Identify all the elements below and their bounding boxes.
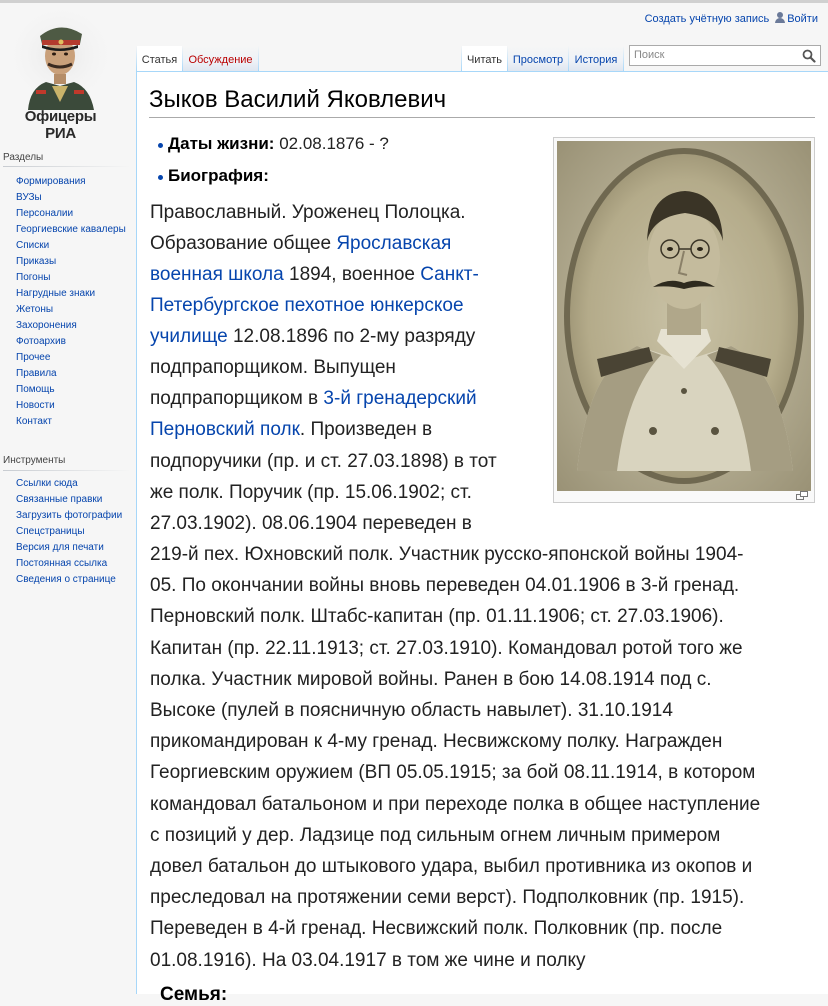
bio-line — [150, 508, 472, 539]
bio-text: Георгиевским оружием (ВП 05.05.1915; за бой 08.11.1914, в котором — [150, 762, 756, 783]
biography-item — [158, 164, 389, 196]
sidebar-link-formations[interactable]: Формирования — [16, 176, 86, 187]
bio-line — [150, 321, 475, 352]
bio-text: подпоручики (пр. и ст. 27.03.1898) в тот — [150, 451, 497, 472]
bio-line — [150, 633, 743, 664]
link-pernov-regiment[interactable]: Перновский полк — [150, 419, 300, 440]
site-logo[interactable] — [8, 10, 113, 142]
link-yaroslavl-school-cont[interactable]: военная школа — [150, 264, 284, 285]
sidebar-item[interactable] — [16, 572, 122, 588]
sidebar-item[interactable] — [16, 366, 126, 382]
bio-text: Капитан (пр. 22.11.1913; ст. 27.03.1910). Командовал ротой того же — [150, 638, 743, 659]
bio-text: полка. Участник мировой войны. Ранен в бою 14.08.1914 под с. — [150, 669, 712, 690]
bio-line — [150, 570, 739, 601]
sidebar-link-contact[interactable]: Контакт — [16, 416, 53, 427]
family-heading-partial: Семья: — [160, 984, 228, 1005]
bio-line — [150, 945, 586, 976]
bio-text: 219-й пех. Юхновский полк. Участник русско-японской войны 1904- — [150, 544, 744, 565]
bio-text: Переведен в 4-й гренад. Несвижский полк. Полковник (пр. после — [150, 918, 723, 939]
tool-link-special-pages[interactable]: Спецстраницы — [16, 526, 85, 537]
sidebar-link-orders[interactable]: Приказы — [16, 256, 57, 267]
tab-view[interactable] — [508, 46, 568, 71]
life-dates-item — [158, 132, 389, 164]
tab-article[interactable] — [137, 46, 182, 71]
portrait-photo[interactable] — [557, 141, 811, 491]
tool-link-upload-photos[interactable]: Загрузить фотографии — [16, 510, 123, 521]
sidebar-item[interactable] — [16, 254, 126, 270]
bio-line — [150, 882, 744, 913]
sidebar-item[interactable] — [16, 350, 126, 366]
sidebar-item[interactable] — [16, 206, 126, 222]
bio-line — [150, 477, 472, 508]
bio-text: . Произведен в — [299, 419, 433, 440]
bio-line — [150, 664, 711, 695]
tab-discussion-label[interactable]: Обсуждение — [188, 54, 253, 66]
sidebar-link-help[interactable]: Помощь — [16, 384, 55, 395]
bio-text: Перновский полк. Штабс-капитан (пр. 01.11.1906; ст. 27.03.1906). — [150, 606, 724, 627]
link-spb-junker-school-end[interactable]: училище — [150, 326, 228, 347]
sidebar-divider — [3, 166, 131, 167]
sidebar-item[interactable] — [16, 222, 126, 238]
tab-separator — [258, 46, 259, 71]
sidebar-link-lists[interactable]: Списки — [16, 240, 50, 251]
bio-line — [150, 383, 477, 414]
tool-link-print-version[interactable]: Версия для печати — [16, 542, 104, 553]
sidebar-item[interactable] — [16, 270, 126, 286]
sidebar-item[interactable] — [16, 174, 126, 190]
sidebar-link-shoulder-straps[interactable]: Погоны — [16, 272, 51, 283]
life-dates-label: Даты жизни: — [168, 134, 275, 153]
search-icon[interactable] — [802, 49, 816, 63]
bio-text: 27.03.1902). 08.06.1904 переведен в — [150, 513, 472, 534]
logo-text: Офицеры РИА — [24, 108, 97, 142]
sidebar-sections-list — [16, 174, 126, 430]
bio-line — [150, 414, 432, 445]
bio-text: 12.08.1896 по 2-му разряду — [227, 326, 476, 347]
sidebar-item[interactable] — [16, 382, 126, 398]
bio-line — [150, 352, 396, 383]
sidebar-link-st-george[interactable]: Георгиевские кавалеры — [16, 224, 126, 235]
login-link-wrap[interactable] — [775, 12, 818, 25]
sidebar-link-other[interactable]: Прочее — [16, 352, 51, 363]
search-placeholder: Поиск — [634, 49, 665, 61]
bio-text: же полк. Поручик (пр. 15.06.1902; ст. — [150, 482, 472, 503]
bio-line — [150, 228, 451, 259]
bio-line — [150, 757, 755, 788]
bio-text: подпрапорщиком в — [150, 388, 324, 409]
top-border — [0, 0, 828, 3]
bio-text: Православный. Уроженец Полоцка. — [150, 202, 466, 223]
bio-line — [150, 290, 464, 321]
tool-link-what-links-here[interactable]: Ссылки сюда — [16, 478, 78, 489]
bio-line — [150, 789, 760, 820]
tab-article-label[interactable]: Статья — [141, 54, 178, 66]
tab-read[interactable] — [462, 46, 507, 71]
sidebar-item[interactable] — [16, 524, 122, 540]
sidebar-tools-heading: Инструменты — [3, 455, 66, 466]
sidebar-link-photo-archive[interactable]: Фотоархив — [16, 336, 66, 347]
bio-line — [150, 446, 497, 477]
info-list — [158, 132, 389, 196]
sidebar-tools-list — [16, 476, 122, 588]
sidebar-item[interactable] — [16, 334, 126, 350]
tool-link-permanent-link[interactable]: Постоянная ссылка — [16, 558, 108, 569]
page-title: Зыков Василий Яковлевич — [149, 86, 447, 113]
bio-text: прикомандирован к 4-му гренад. Несвижскому полку. Награжден — [150, 731, 723, 752]
bio-text: довел батальон до штыкового удара, выбил противника из окопов и — [150, 856, 753, 877]
sidebar-item[interactable] — [16, 238, 126, 254]
sidebar-link-rules[interactable]: Правила — [16, 368, 57, 379]
enlarge-icon[interactable] — [796, 491, 808, 500]
bio-text: 1894, военное — [283, 264, 421, 285]
login-link[interactable]: Войти — [787, 13, 818, 25]
bio-text: Образование общее — [150, 233, 337, 254]
sidebar-item[interactable] — [16, 318, 126, 334]
personal-tools — [645, 12, 818, 25]
title-divider — [149, 117, 815, 118]
biography-label: Биография: — [168, 166, 269, 185]
life-dates-value: 02.08.1876 - ? — [274, 134, 389, 153]
sidebar-link-news[interactable]: Новости — [16, 400, 55, 411]
sidebar-link-tokens[interactable]: Жетоны — [16, 304, 54, 315]
tab-read-label[interactable]: Читать — [466, 54, 503, 66]
bio-line — [150, 539, 743, 570]
sidebar-item[interactable] — [16, 286, 126, 302]
sidebar-divider — [3, 470, 131, 471]
sidebar-link-universities[interactable]: ВУЗы — [16, 192, 42, 203]
sidebar-link-burials[interactable]: Захоронения — [16, 320, 77, 331]
sidebar-item[interactable] — [16, 556, 122, 572]
bio-line — [150, 820, 720, 851]
tab-separator — [623, 46, 624, 71]
bio-line — [150, 259, 479, 290]
sidebar-item[interactable] — [16, 492, 122, 508]
bio-line — [150, 695, 673, 726]
tab-history-label[interactable]: История — [574, 54, 618, 66]
bio-line — [150, 726, 722, 757]
user-icon — [775, 12, 785, 23]
sidebar-item[interactable] — [16, 190, 126, 206]
sidebar-item[interactable] — [16, 540, 122, 556]
bio-line — [150, 197, 466, 228]
tool-link-page-info[interactable]: Сведения о странице — [16, 574, 116, 585]
officer-portrait-logo — [8, 10, 113, 110]
bio-text: 05. По окончании войны вновь переведен 04.01.1906 в 3-й гренад. — [150, 575, 740, 596]
link-spb-junker-school-cont[interactable]: Петербургское пехотное юнкерское — [150, 295, 464, 316]
bio-text: командовал батальоном и при переходе полка в общее наступление — [150, 794, 761, 815]
bio-text: Высоке (пулей в поясничную область навылет). 31.10.1914 — [150, 700, 673, 721]
tab-discussion[interactable] — [183, 46, 258, 71]
link-yaroslavl-school[interactable]: Ярославская — [336, 233, 452, 254]
sidebar-item[interactable] — [16, 398, 126, 414]
tool-link-related-changes[interactable]: Связанные правки — [16, 494, 103, 505]
sidebar-item[interactable] — [16, 476, 122, 492]
sidebar-item[interactable] — [16, 508, 122, 524]
link-spb-junker-school[interactable]: Санкт- — [420, 264, 479, 285]
sidebar-link-badges[interactable]: Нагрудные знаки — [16, 288, 96, 299]
tab-view-label[interactable]: Просмотр — [512, 54, 564, 66]
portrait-thumbnail[interactable] — [553, 137, 815, 503]
sidebar-sections-heading: Разделы — [3, 152, 44, 163]
sidebar-item[interactable] — [16, 414, 126, 430]
create-account-link[interactable]: Создать учётную запись — [644, 12, 770, 25]
bio-line — [150, 851, 752, 882]
bio-text: с позиций у дер. Ладзице под сильным огнем личным примером — [150, 825, 721, 846]
bio-text: преследовал на протяжении семи верст). Подполковник (пр. 1915). — [150, 887, 745, 908]
bio-text: 01.08.1916). На 03.04.1917 в том же чине и полку — [150, 950, 586, 971]
tab-history[interactable] — [569, 46, 623, 71]
bio-text: подпрапорщиком. Выпущен — [150, 357, 396, 378]
bio-line — [150, 913, 722, 944]
search-input[interactable] — [629, 45, 821, 66]
link-3rd-grenadier[interactable]: 3-й гренадерский — [323, 388, 477, 409]
sidebar-item[interactable] — [16, 302, 126, 318]
sidebar-link-persons[interactable]: Персоналии — [16, 208, 74, 219]
bio-line — [150, 601, 724, 632]
